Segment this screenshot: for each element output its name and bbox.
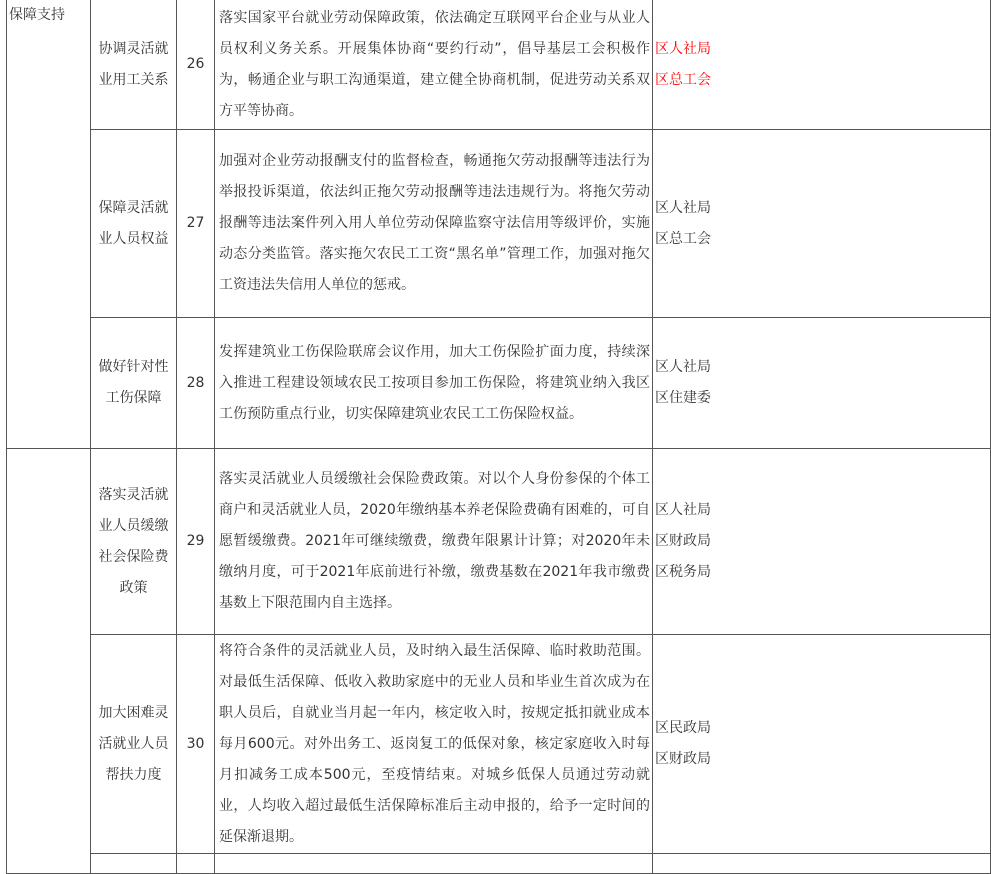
table-row — [7, 635, 991, 854]
responsible-departments — [653, 0, 991, 130]
item-description: 落实国家平台就业劳动保障政策，依法确定互联网平台企业与从业人员权利义务关系。开展集体协商“要约行动”，倡导基层工会积极作为，畅通企业与职工沟通渠道，建立健全协商机制，促进劳动关系双方平等协商。 — [215, 0, 653, 130]
item-description: 加强对企业劳动报酬支付的监督检查，畅通拖欠劳动报酬等违法行为举报投诉渠道，依法纠正拖欠劳动报酬等违法违规行为。将拖欠劳动报酬等违法案件列入用人单位劳动保障监察守法信用等级评价，实施动态分类监管。落实拖欠农民工工资“黑名单”管理工作，加强对拖欠工资违法失信用人单位的惩戒。 — [215, 130, 653, 318]
department-name: 区人社局 — [655, 359, 711, 375]
department-name: 区人社局 — [655, 199, 711, 216]
department-name: 区住建委 — [655, 390, 711, 406]
department-name: 区财政局 — [655, 751, 711, 767]
table-row — [7, 130, 991, 318]
responsible-departments — [653, 318, 991, 449]
item-name: 加大困难灵活就业人员帮扶力度 — [91, 635, 177, 854]
item-description: 将符合条件的灵活就业人员，及时纳入最生活保障、临时救助范围。对最低生活保障、低收入救助家庭中的无业人员和毕业生首次成为在职人员后，自就业当月起一年内，核定收入时，按规定抵扣就业成本每月600元。对外出务工、返岗复工的低保对象，核定家庭收入时每月扣减务工成本500元，至疫情结束。对城乡低保人员通过劳动就业，人均收入超过最低生活保障标准后主动申报的，给予一定时间的延保渐退期。 — [215, 635, 653, 854]
item-number: 28 — [177, 318, 215, 449]
item-name: 协调灵活就业用工关系 — [91, 0, 177, 130]
department-name: 区总工会 — [655, 230, 711, 247]
table-row — [7, 318, 991, 449]
item-description: 落实灵活就业人员缓缴社会保险费政策。对以个人身份参保的个体工商户和灵活就业人员，2020年缴纳基本养老保险费确有困难的，可自愿暂缓缴费。2021年可继续缴费，缴费年限累计计算；对2020年未缴纳月度，可于2021年底前进行补缴，缴费基数在2021年我市缴费基数上下限范围内自主选择。 — [215, 449, 653, 635]
item-number: 26 — [177, 0, 215, 130]
item-name: 落实灵活就业人员缓缴社会保险费政策 — [91, 449, 177, 635]
responsible-departments — [653, 449, 991, 635]
category-cell — [7, 449, 91, 874]
table-row — [7, 854, 991, 874]
item-name: 保障灵活就业人员权益 — [91, 130, 177, 318]
responsible-departments — [653, 130, 991, 318]
category-cell: 保障支持 — [7, 0, 91, 449]
item-number: 30 — [177, 635, 215, 854]
table-row — [7, 449, 991, 635]
item-name: 做好针对性工伤保障 — [91, 318, 177, 449]
item-description: 发挥建筑业工伤保险联席会议作用，加大工伤保险扩面力度，持续深入推进工程建设领域农民工按项目参加工伤保险，将建筑业纳入我区工伤预防重点行业，切实保障建筑业农民工工伤保险权益。 — [215, 318, 653, 449]
item-number: 29 — [177, 449, 215, 635]
policy-table — [6, 0, 991, 874]
department-name: 区人社局 — [655, 502, 711, 518]
department-name: 区民政局 — [655, 720, 711, 736]
department-name: 区财政局 — [655, 533, 711, 549]
responsible-departments — [653, 635, 991, 854]
department-name: 区人社局 — [655, 40, 711, 57]
department-name: 区税务局 — [655, 564, 711, 580]
table-row — [7, 0, 991, 130]
item-number: 27 — [177, 130, 215, 318]
department-name: 区总工会 — [655, 71, 711, 88]
